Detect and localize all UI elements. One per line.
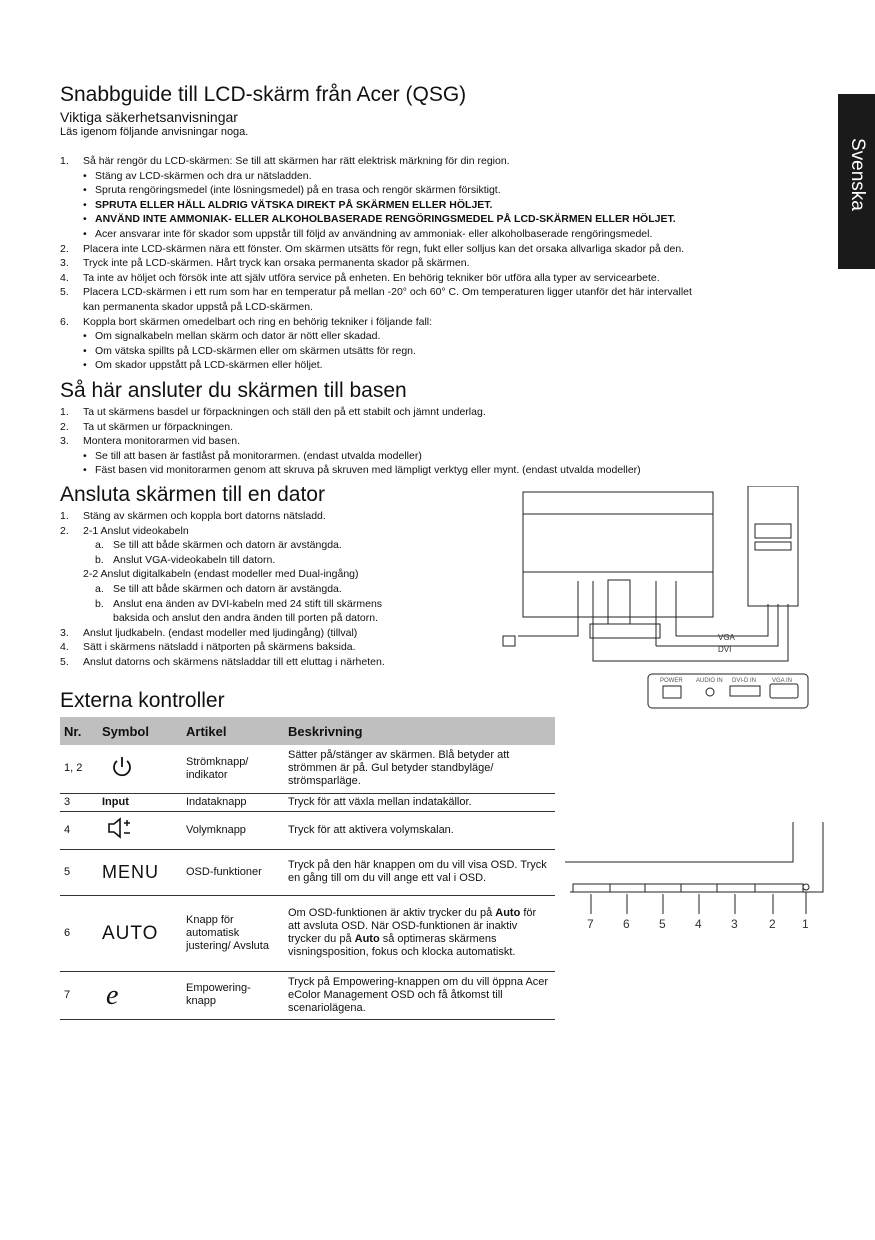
list-item xyxy=(60,212,820,227)
connect-list xyxy=(60,509,520,670)
row-nr: 1, 2 xyxy=(60,745,98,793)
list-text: Anslut datorns och skärmens nätsladdar till ett eluttag i närheten. xyxy=(83,655,385,668)
row-item: Indataknapp xyxy=(182,793,284,811)
table-row xyxy=(60,793,555,811)
list-text: Anslut VGA-videokabeln till datorn. xyxy=(113,553,276,566)
list-item xyxy=(60,582,520,597)
row-desc: Sätter på/stänger av skärmen. Blå betyder att strömmen är på. Gul betyder standbyläge/ strömsparläge. xyxy=(284,745,555,793)
list-text: Se till att både skärmen och datorn är avstängda. xyxy=(113,539,342,552)
row-item: Strömknapp/ indikator xyxy=(182,745,284,793)
list-text: Ta inte av höljet och försök inte att själv utföra service på enheten. En behörig tekniker bör utföra alla typer av servicearbete. xyxy=(83,271,660,284)
table-row xyxy=(60,745,555,793)
list-item xyxy=(60,420,820,435)
list-item xyxy=(60,449,820,464)
sub-marker: b. xyxy=(95,553,104,566)
row-nr: 3 xyxy=(60,793,98,811)
list-text: Sätt i skärmens nätsladd i nätporten på skärmens baksida. xyxy=(83,641,356,654)
button-number: 4 xyxy=(695,917,702,931)
list-marker: 4. xyxy=(60,641,69,654)
table-row xyxy=(60,849,555,895)
list-marker: 2. xyxy=(60,242,69,255)
row-desc: Tryck för att aktivera volymskalan. xyxy=(284,811,555,849)
list-marker: 5. xyxy=(60,286,69,299)
list-text: Placera inte LCD-skärmen nära ett fönster. Om skärmen utsätts för regn, fukt eller solljus kan det orsaka allvarliga skador på den. xyxy=(83,242,685,255)
row-desc: Tryck på den här knappen om du vill visa OSD. Tryck en gång till om du vill ange ett val i OSD. xyxy=(284,849,555,895)
list-item xyxy=(60,358,820,373)
button-number: 2 xyxy=(769,917,776,931)
list-item xyxy=(60,640,520,655)
row-desc: Tryck på Empowering-knappen om du vill öppna Acer eColor Management OSD och få åtkomst till scenariolägena. xyxy=(284,971,555,1019)
button-number: 5 xyxy=(659,917,666,931)
list-marker: 1. xyxy=(60,406,69,418)
table-row xyxy=(60,971,555,1019)
list-item xyxy=(60,405,820,420)
list-text: Fäst basen vid monitorarmen genom att skruva på skruven med lämpligt verktyg eller mynt. (endast utvalda modeller) xyxy=(95,464,641,477)
button-diagram xyxy=(565,822,827,937)
list-item xyxy=(60,553,520,568)
col-item: Artikel xyxy=(182,717,284,745)
list-marker: 2. xyxy=(60,524,69,537)
col-symbol: Symbol xyxy=(98,717,182,745)
page-title: Snabbguide till LCD-skärm från Acer (QSG) xyxy=(60,83,467,106)
list-text: Acer ansvarar inte för skador som uppstår till följd av användning av ammoniak- eller alkoholbaserade rengöringsmedel. xyxy=(95,227,653,240)
list-text: Koppla bort skärmen omedelbart och ring en behörig tekniker i följande fall: xyxy=(83,315,433,328)
list-text: 2-2 Anslut digitalkabeln (endast modeller med Dual-ingång) xyxy=(83,568,359,581)
list-item xyxy=(60,183,820,198)
list-item xyxy=(60,300,820,315)
port-dvi-label: DVI-D IN xyxy=(732,678,756,684)
bullet: • xyxy=(83,198,87,211)
vga-label: VGA xyxy=(718,633,735,642)
button-number: 7 xyxy=(587,917,594,931)
controls-table xyxy=(60,717,555,1020)
sub-marker: a. xyxy=(95,539,104,552)
volume-icon xyxy=(98,811,182,849)
list-marker: 6. xyxy=(60,315,69,328)
bullet: • xyxy=(83,227,87,240)
button-number: 1 xyxy=(802,917,809,931)
row-nr: 6 xyxy=(60,895,98,971)
list-item xyxy=(60,329,820,344)
connect-heading: Ansluta skärmen till en dator xyxy=(60,483,325,506)
list-item xyxy=(60,154,820,169)
list-item xyxy=(60,285,820,300)
list-item xyxy=(60,611,520,626)
list-item xyxy=(60,597,520,612)
bullet: • xyxy=(83,184,87,197)
list-item xyxy=(60,198,820,213)
list-item xyxy=(60,344,820,359)
list-item xyxy=(60,227,820,242)
language-tab xyxy=(838,94,875,269)
list-text: Spruta rengöringsmedel (inte lösningsmedel) på en trasa och rengör skärmen försiktigt. xyxy=(95,184,501,197)
sub-marker: b. xyxy=(95,597,104,610)
bullet: • xyxy=(83,344,87,357)
list-marker: 1. xyxy=(60,155,69,167)
list-text: Placera LCD-skärmen i ett rum som har en temperatur på mellan -20° och 60° C. Om temperaturen ligger utanför det här intervallet xyxy=(83,286,692,299)
list-text: Ta ut skärmen ur förpackningen. xyxy=(83,420,233,433)
row-desc: Tryck för att växla mellan indatakällor. xyxy=(284,793,555,811)
table-row xyxy=(60,895,555,971)
power-icon xyxy=(98,745,182,793)
row-nr: 4 xyxy=(60,811,98,849)
list-text: Så här rengör du LCD-skärmen: Se till att skärmen har rätt elektrisk märkning för din region. xyxy=(83,155,510,167)
language-tab-label: Svenska xyxy=(847,138,868,211)
list-text: Stäng av LCD-skärmen och dra ur nätsladden. xyxy=(95,169,312,182)
bullet: • xyxy=(83,449,87,462)
list-text: Om skador uppstått på LCD-skärmen eller höljet. xyxy=(95,359,323,372)
list-marker: 2. xyxy=(60,420,69,433)
list-text: Ta ut skärmens basdel ur förpackningen och ställ den på ett stabilt och jämnt underlag. xyxy=(83,406,486,418)
port-power-label: POWER xyxy=(660,678,683,684)
list-marker: 3. xyxy=(60,257,69,270)
dvi-label: DVI xyxy=(718,645,732,654)
list-item xyxy=(60,509,520,524)
list-item xyxy=(60,655,520,670)
auto-symbol: AUTO xyxy=(98,895,182,971)
empowering-icon: e xyxy=(98,971,182,1019)
button-number: 3 xyxy=(731,917,738,931)
list-item xyxy=(60,524,520,539)
row-nr: 7 xyxy=(60,971,98,1019)
bullet: • xyxy=(83,330,87,343)
list-text: Tryck inte på LCD-skärmen. Hårt tryck kan orsaka permanenta skador på skärmen. xyxy=(83,257,470,270)
list-item xyxy=(60,434,820,449)
port-audio-label: AUDIO IN xyxy=(696,678,723,684)
list-marker: 3. xyxy=(60,435,69,448)
list-text: Om vätska spillts på LCD-skärmen eller om skärmen utsätts för regn. xyxy=(95,344,416,357)
table-row xyxy=(60,811,555,849)
list-text: Montera monitorarmen vid basen. xyxy=(83,435,240,448)
list-text: SPRUTA ELLER HÄLL ALDRIG VÄTSKA DIREKT PÅ SKÄRMEN ELLER HÖLJET. xyxy=(95,198,493,211)
button-number: 6 xyxy=(623,917,630,931)
connection-diagram xyxy=(498,486,828,716)
bullet: • xyxy=(83,169,87,182)
list-item xyxy=(60,567,520,582)
port-vga-label: VGA IN xyxy=(772,678,793,684)
base-list xyxy=(60,405,820,478)
list-text: Se till att basen är fastlåst på monitorarmen. (endast utvalda modeller) xyxy=(95,449,422,462)
list-text: Stäng av skärmen och koppla bort datorns nätsladd. xyxy=(83,510,326,522)
list-item xyxy=(60,315,820,330)
col-desc: Beskrivning xyxy=(284,717,555,745)
list-text: 2-1 Anslut videokabeln xyxy=(83,524,189,537)
list-text: Anslut ena änden av DVI-kabeln med 24 stift till skärmens xyxy=(113,597,383,610)
col-nr: Nr. xyxy=(60,717,98,745)
input-symbol: Input xyxy=(98,793,182,811)
row-item: Volymknapp xyxy=(182,811,284,849)
list-item xyxy=(60,626,520,641)
list-text: Om signalkabeln mellan skärm och dator är nött eller skadad. xyxy=(95,330,381,343)
row-desc: Om OSD-funktionen är aktiv trycker du på Auto för att avsluta OSD. När OSD-funktionen är inaktiv trycker du på Auto så optimeras skärmens visningsposition, fokus och klocka automatiskt. xyxy=(284,895,555,971)
list-marker: 5. xyxy=(60,655,69,668)
list-text: ANVÄND INTE AMMONIAK- ELLER ALKOHOLBASERADE RENGÖRINGSMEDEL PÅ LCD-SKÄRMEN ELLER HÖLJET. xyxy=(95,213,676,226)
safety-intro: Läs igenom följande anvisningar noga. xyxy=(60,126,249,138)
list-item xyxy=(60,463,820,478)
monitor-back xyxy=(523,492,713,617)
list-text: baksida och anslut den andra änden till porten på datorn. xyxy=(113,612,379,625)
list-marker: 1. xyxy=(60,510,69,522)
list-item xyxy=(60,169,820,184)
row-item: Empowering-knapp xyxy=(182,971,284,1019)
safety-heading: Viktiga säkerhetsanvisningar xyxy=(60,109,238,125)
row-nr: 5 xyxy=(60,849,98,895)
safety-list xyxy=(60,154,820,373)
list-item xyxy=(60,256,820,271)
row-item: Knapp för automatisk justering/ Avsluta xyxy=(182,895,284,971)
row-item: OSD-funktioner xyxy=(182,849,284,895)
base-heading: Så här ansluter du skärmen till basen xyxy=(60,379,407,402)
menu-symbol: MENU xyxy=(98,849,182,895)
sub-marker: a. xyxy=(95,582,104,595)
list-marker: 3. xyxy=(60,626,69,639)
bullet: • xyxy=(83,359,87,372)
list-text: kan permanenta skador uppstå på LCD-skärmen. xyxy=(83,300,313,313)
controls-heading: Externa kontroller xyxy=(60,689,225,712)
list-item xyxy=(60,242,820,257)
bullet: • xyxy=(83,213,87,226)
list-marker: 4. xyxy=(60,271,69,284)
bullet: • xyxy=(83,464,87,477)
list-text: Se till att både skärmen och datorn är avstängda. xyxy=(113,582,342,595)
list-item xyxy=(60,271,820,286)
list-item xyxy=(60,538,520,553)
list-text: Anslut ljudkabeln. (endast modeller med ljudingång) (tillval) xyxy=(83,626,358,639)
